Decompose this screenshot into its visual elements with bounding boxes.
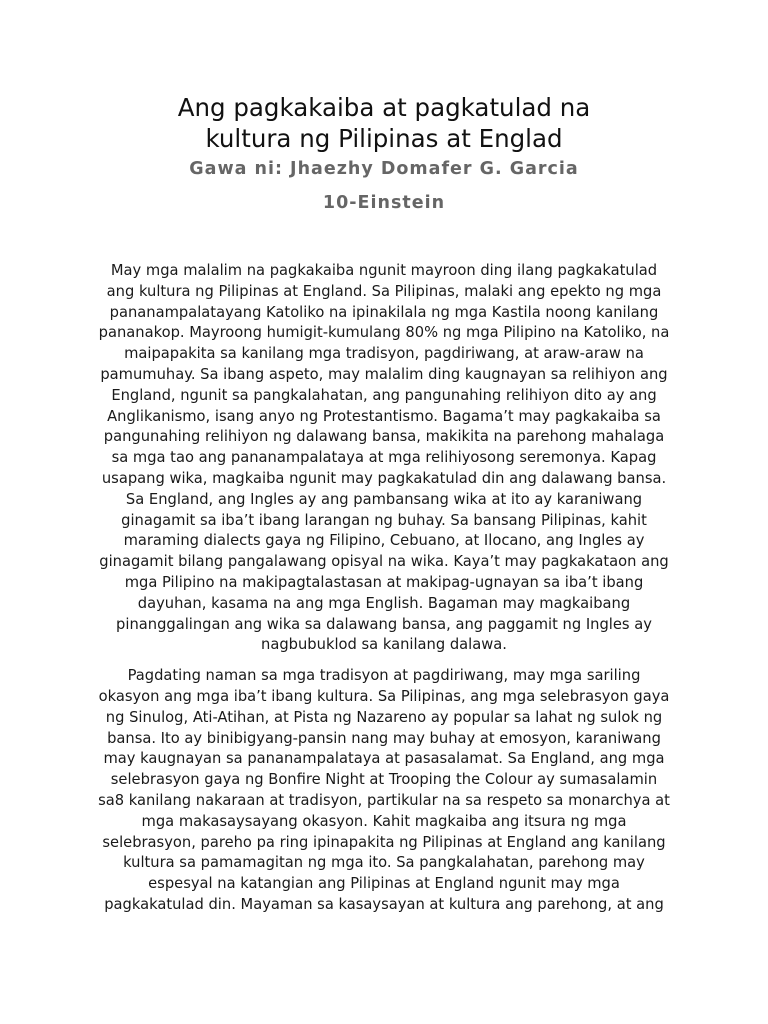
paragraph-line: pangunahing relihiyon ng dalawang bansa, makikita na parehong mahalaga xyxy=(103,428,665,446)
title-line: kultura ng Pilipinas at Englad xyxy=(205,124,563,153)
document-body xyxy=(84,261,684,921)
document-title xyxy=(84,92,684,154)
paragraph-line: Pagdating naman sa mga tradisyon at pagdiriwang, may mga sariling xyxy=(127,667,641,685)
title-line: Ang pagkakaiba at pagkatulad na xyxy=(177,93,591,122)
paragraph-line: maipapakita sa kanilang mga tradisyon, pagdiriwang, at araw-araw na xyxy=(124,345,644,363)
paragraph-line: mga makasaysayang okasyon. Kahit magkaiba ang itsura ng mga xyxy=(141,812,627,830)
paragraph xyxy=(84,261,684,656)
author-byline: Gawa ni: Jhaezhy Domafer G. Garcia xyxy=(189,159,579,179)
paragraph-line: maraming dialects gaya ng Filipino, Cebuano, at Ilocano, ang Ingles ay xyxy=(123,532,645,550)
paragraph-line: May mga malalim na pagkakaiba ngunit mayroon ding ilang pagkakatulad xyxy=(110,262,658,279)
paragraph-line: pinanggalingan ang wika sa dalawang bansa, ang paggamit ng Ingles ay xyxy=(116,615,652,633)
paragraph-line: espesyal na katangian ang Pilipinas at England ngunit may mga xyxy=(148,875,620,893)
paragraph-line: usapang wika, magkaiba ngunit may pagkakatulad din ang dalawang bansa. xyxy=(101,469,667,487)
paragraph-line: pagkakatulad din. Mayaman sa kasaysayan at kultura ang parehong, at ang xyxy=(104,895,664,913)
class-section: 10-Einstein xyxy=(322,193,446,213)
paragraph-line: bansa. Ito ay binibigyang-pansin nang may buhay at emosyon, karaniwang xyxy=(107,729,661,747)
paragraph-line: kultura sa pamamagitan ng mga ito. Sa pangkalahatan, parehong may xyxy=(123,854,645,872)
paragraph-line: dayuhan, kasama na ang mga English. Bagaman may magkaibang xyxy=(137,594,631,612)
paragraph-line: mga Pilipino na makipagtalastasan at makipag-ugnayan sa iba’t ibang xyxy=(124,573,644,591)
paragraph-line: okasyon ang mga iba’t ibang kultura. Sa Pilipinas, ang mga selebrasyon gaya xyxy=(98,687,670,705)
paragraph-line: England, ngunit sa pangkalahatan, ang pangunahing relihiyon dito ay ang xyxy=(111,386,657,404)
paragraph-line: selebrasyon gaya ng Bonfire Night at Trooping the Colour ay sumasalamin xyxy=(110,771,658,789)
paragraph-line: ng Sinulog, Ati-Atihan, at Pista ng Nazareno ay popular sa lahat ng sulok ng xyxy=(105,708,663,726)
paragraph-line: may kaugnayan sa pananampalataya at pasasalamat. Sa England, ang mga xyxy=(103,750,665,768)
paragraph-line: nagbubuklod sa kanilang dalawa. xyxy=(261,636,507,654)
paragraph-line: pananakop. Mayroong humigit-kumulang 80% ng mga Pilipino na Katoliko, na xyxy=(98,324,670,342)
paragraph-line: selebrasyon, pareho pa ring ipinapakita ng Pilipinas at England ang kanilang xyxy=(102,833,666,851)
paragraph-line: sa8 kanilang nakaraan at tradisyon, partikular na sa respeto sa monarchya at xyxy=(98,791,670,809)
paragraph-line: ginagamit bilang pangalawang opisyal na wika. Kaya’t may pagkakataon ang xyxy=(99,553,669,571)
paragraph xyxy=(84,666,684,916)
paragraph-line: pamumuhay. Sa ibang aspeto, may malalim ding kaugnayan sa relihiyon ang xyxy=(100,365,668,383)
paragraph-line: Sa England, ang Ingles ay ang pambansang wika at ito ay karaniwang xyxy=(125,490,643,508)
paragraph-line: pananampalatayang Katoliko na ipinakilala ng mga Kastila noong kanilang xyxy=(109,303,659,321)
paragraph-line: ang kultura ng Pilipinas at England. Sa Pilipinas, malaki ang epekto ng mga xyxy=(106,282,662,300)
paragraph-line: Anglikanismo, isang anyo ng Protestantismo. Bagama’t may pagkakaiba sa xyxy=(107,407,661,425)
paragraph-line: ginagamit sa iba’t ibang larangan ng buhay. Sa bansang Pilipinas, kahit xyxy=(121,511,647,529)
paragraph-line: sa mga tao ang pananampalataya at mga relihiyosong seremonya. Kapag xyxy=(111,449,657,467)
